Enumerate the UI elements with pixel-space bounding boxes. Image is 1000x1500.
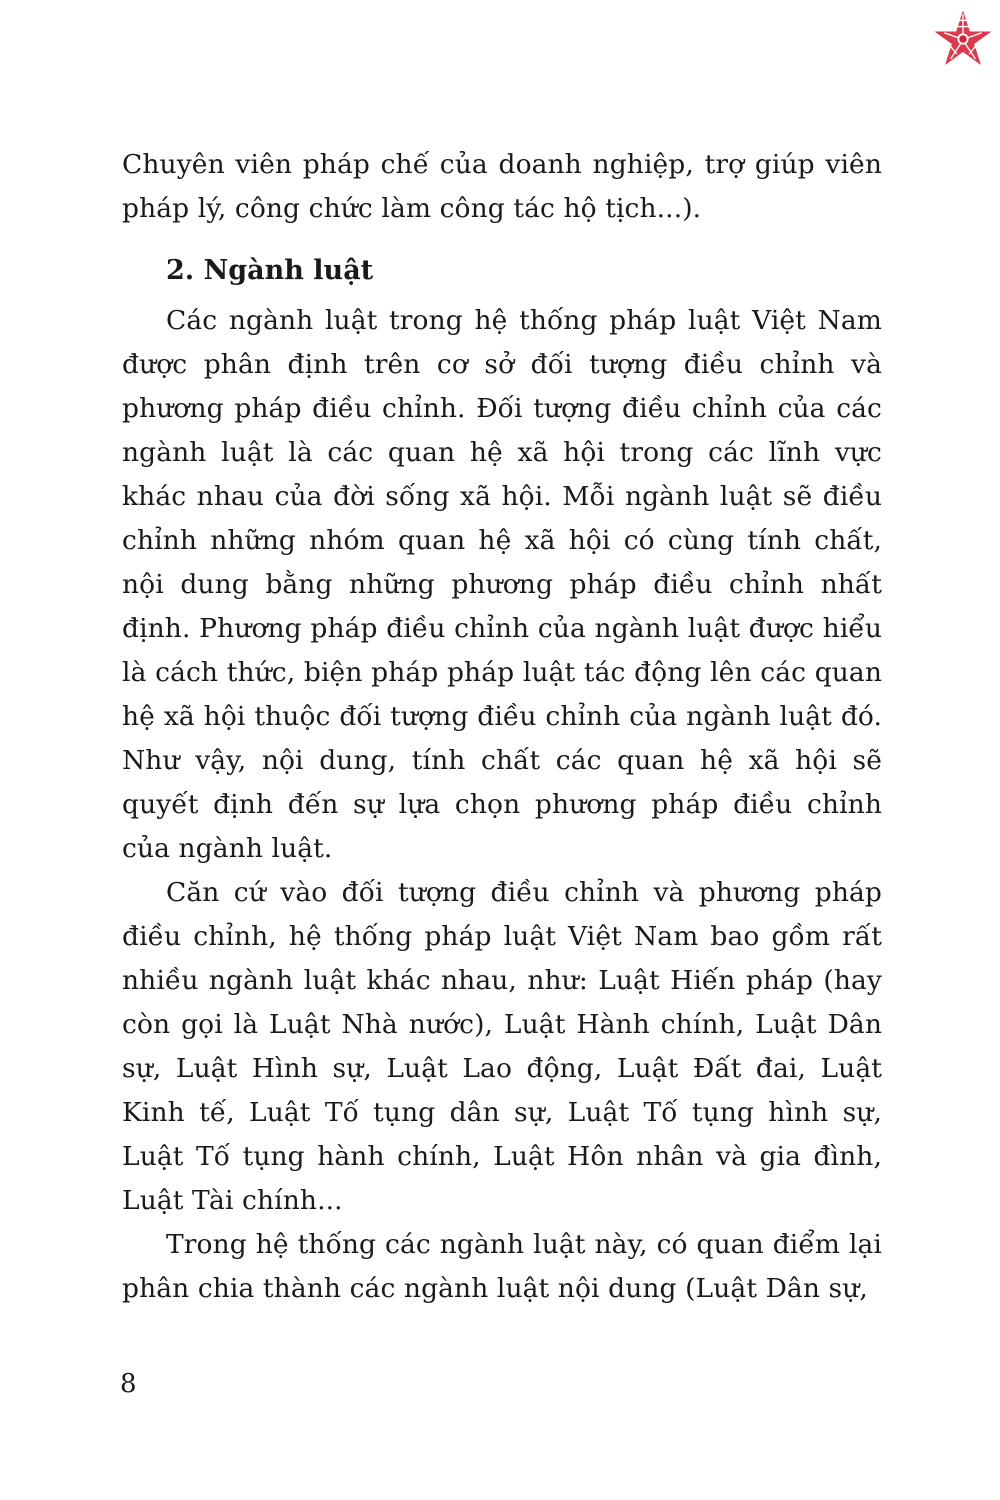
section-heading: 2. Ngành luật	[166, 255, 374, 286]
page-number: 8	[120, 1369, 137, 1399]
body-paragraph-1: Các ngành luật trong hệ thống pháp luật Việt Nam được phân định trên cơ sở đối tượng điều chỉnh và phương pháp điều chỉnh. Đối tượng điều chỉnh của các ngành luật là các quan hệ xã hội trong các lĩnh vực khác nhau của đời sống xã hội. Mỗi ngành luật sẽ điều chỉnh những nhóm quan hệ xã hội có cùng tính chất, nội dung bằng những phương pháp điều chỉnh nhất định. Phương pháp điều chỉnh của ngành luật được hiểu là cách thức, biện pháp pháp luật tác động lên các quan hệ xã hội thuộc đối tượng điều chỉnh của ngành luật đó. Như vậy, nội dung, tính chất các quan hệ xã hội sẽ quyết định đến sự lựa chọn phương pháp điều chỉnh của ngành luật.	[122, 305, 882, 864]
page-body	[122, 143, 882, 1311]
continuation-paragraph: Chuyên viên pháp chế của doanh nghiệp, trợ giúp viên pháp lý, công chức làm công tác hộ tịch...).	[122, 149, 882, 224]
body-paragraph-2: Căn cứ vào đối tượng điều chỉnh và phương pháp điều chỉnh, hệ thống pháp luật Việt Nam bao gồm rất nhiều ngành luật khác nhau, như: Luật Hiến pháp (hay còn gọi là Luật Nhà nước), Luật Hành chính, Luật Dân sự, Luật Hình sự, Luật Lao động, Luật Đất đai, Luật Kinh tế, Luật Tố tụng dân sự, Luật Tố tụng hình sự, Luật Tố tụng hành chính, Luật Hôn nhân và gia đình, Luật Tài chính...	[122, 877, 882, 1216]
body-paragraph-3: Trong hệ thống các ngành luật này, có quan điểm lại phân chia thành các ngành luật nội dung (Luật Dân sự,	[122, 1229, 882, 1304]
publisher-star-emblem-icon	[932, 8, 994, 70]
